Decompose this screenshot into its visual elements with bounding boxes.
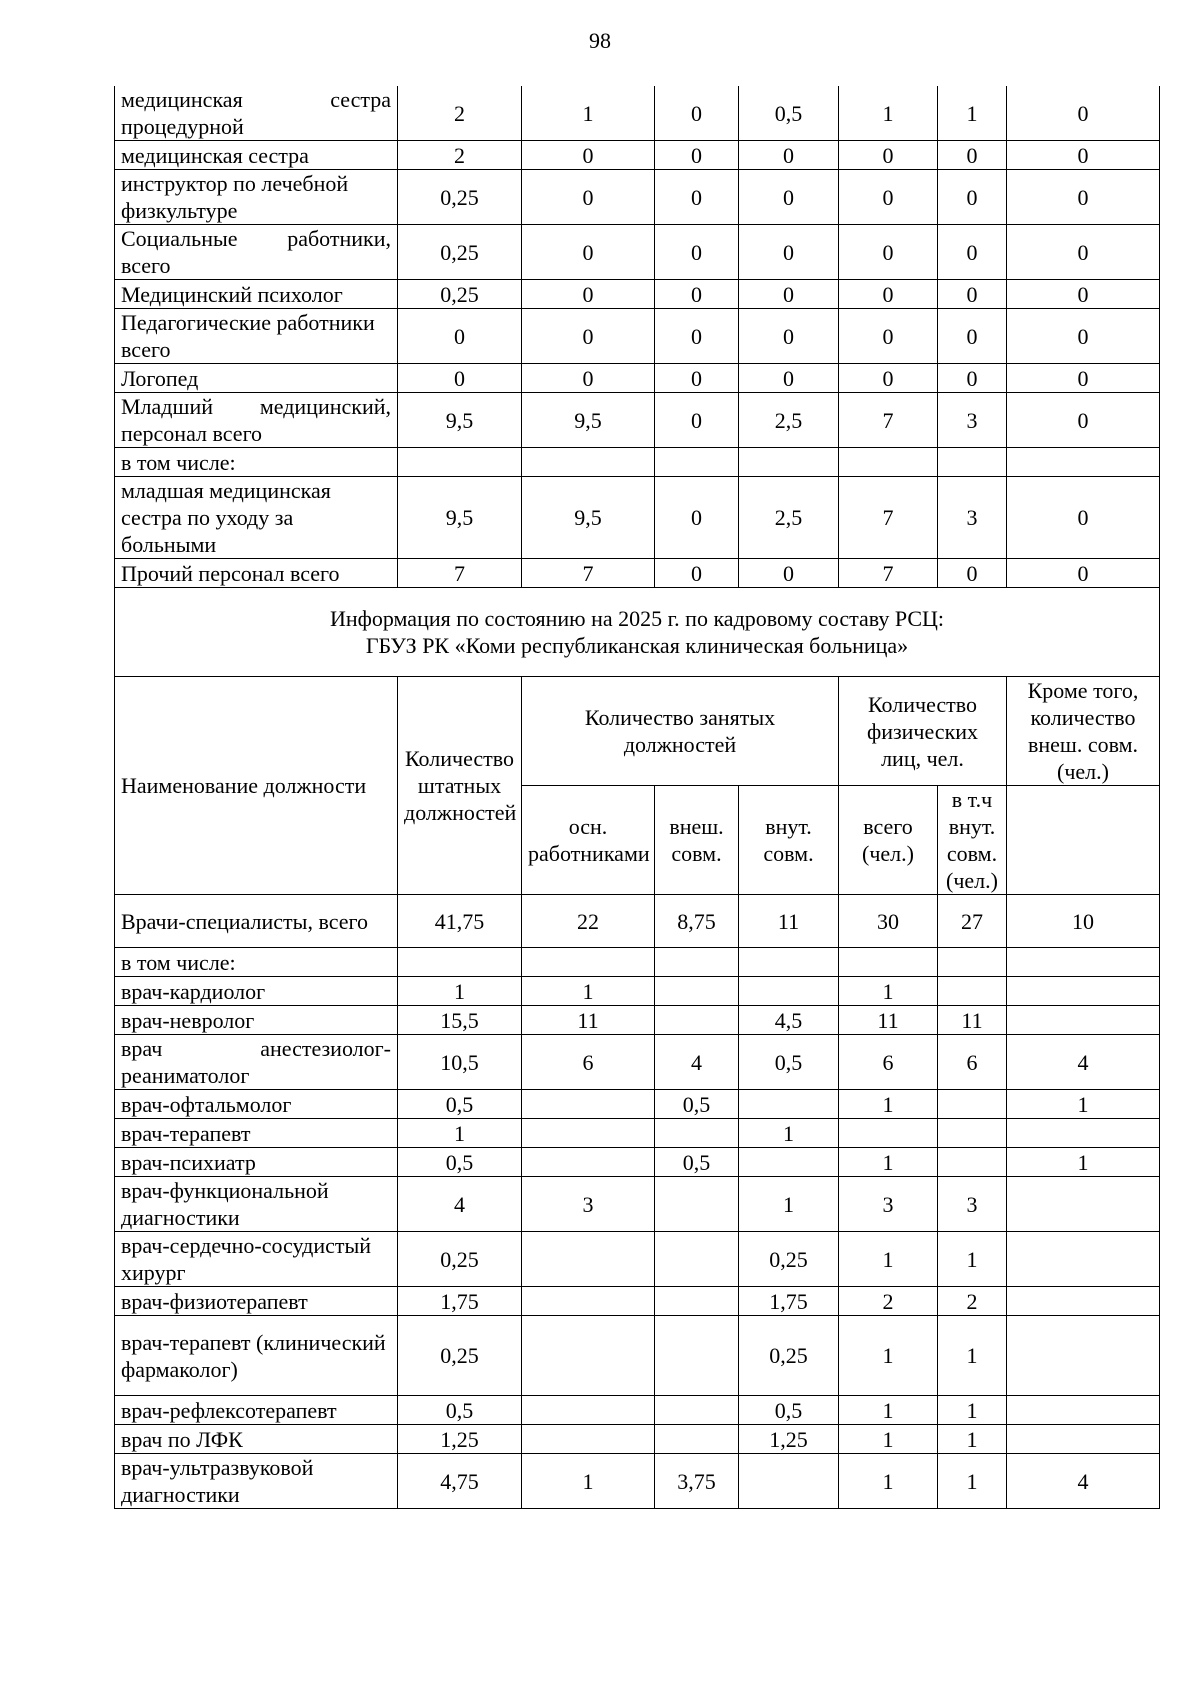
value-cell: 1 [938, 1425, 1007, 1454]
value-cell [522, 1316, 655, 1396]
value-cell: 0 [739, 225, 839, 280]
value-cell: 1 [938, 1396, 1007, 1425]
value-cell: 22 [522, 895, 655, 948]
value-cell: 1 [839, 977, 938, 1006]
value-cell [1007, 1396, 1160, 1425]
value-cell: 7 [839, 393, 938, 448]
value-cell: 0 [398, 309, 522, 364]
value-cell: 11 [522, 1006, 655, 1035]
value-cell: 0 [655, 170, 739, 225]
value-cell [938, 1119, 1007, 1148]
value-cell: 9,5 [522, 477, 655, 559]
value-cell [522, 1119, 655, 1148]
value-cell: 1 [839, 1316, 938, 1396]
value-cell: 0 [655, 477, 739, 559]
value-cell: 0 [522, 309, 655, 364]
value-cell: 4 [1007, 1035, 1160, 1090]
value-cell: 9,5 [522, 393, 655, 448]
position-name-cell: Педагогические работники всего [115, 309, 398, 364]
header-position-name: Наименование должности [115, 677, 398, 895]
value-cell [655, 448, 739, 477]
value-cell: 0 [938, 225, 1007, 280]
position-name-cell: врач анестезиолог-реаниматолог [115, 1035, 398, 1090]
value-cell [839, 948, 938, 977]
value-cell: 1 [739, 1177, 839, 1232]
value-cell [839, 1119, 938, 1148]
value-cell: 0 [839, 225, 938, 280]
value-cell: 8,75 [655, 895, 739, 948]
value-cell: 10,5 [398, 1035, 522, 1090]
table-row [115, 448, 1160, 477]
table-row [115, 1454, 1160, 1509]
table-row [115, 1035, 1160, 1090]
header-main-workers: осн. работниками [522, 786, 655, 895]
value-cell [938, 448, 1007, 477]
value-cell: 6 [938, 1035, 1007, 1090]
value-cell: 0 [938, 309, 1007, 364]
value-cell: 0 [655, 559, 739, 588]
position-name-cell: инструктор по лечебной физкультуре [115, 170, 398, 225]
value-cell: 0,5 [398, 1148, 522, 1177]
section-title-cell [115, 588, 1160, 677]
value-cell: 0 [739, 141, 839, 170]
position-name-cell: врач-кардиолог [115, 977, 398, 1006]
value-cell [655, 1232, 739, 1287]
table1-body [115, 86, 1160, 588]
position-name-cell: врач-терапевт (клинический фармаколог) [115, 1316, 398, 1396]
value-cell: 0 [739, 364, 839, 393]
value-cell: 0 [938, 280, 1007, 309]
value-cell: 1 [839, 1454, 938, 1509]
value-cell [655, 977, 739, 1006]
value-cell [1007, 1425, 1160, 1454]
value-cell: 0 [655, 393, 739, 448]
value-cell: 0 [522, 280, 655, 309]
value-cell [1007, 1006, 1160, 1035]
value-cell: 0,5 [739, 1035, 839, 1090]
position-name-cell: врач-психиатр [115, 1148, 398, 1177]
value-cell: 0 [938, 364, 1007, 393]
value-cell: 0,5 [398, 1090, 522, 1119]
value-cell: 0 [839, 280, 938, 309]
value-cell [1007, 1119, 1160, 1148]
table-row [115, 977, 1160, 1006]
value-cell [398, 448, 522, 477]
value-cell: 3 [522, 1177, 655, 1232]
table-row [115, 1148, 1160, 1177]
position-name-cell: врач-функциональной диагностики [115, 1177, 398, 1232]
value-cell [522, 448, 655, 477]
table-row [115, 1119, 1160, 1148]
value-cell: 0 [522, 141, 655, 170]
table-row [115, 364, 1160, 393]
value-cell [739, 948, 839, 977]
table-row [115, 86, 1160, 141]
position-name-cell: медицинская сестра процедурной [115, 86, 398, 141]
value-cell: 0 [739, 559, 839, 588]
header-incl-internal: в т.ч внут. совм. (чел.) [938, 786, 1007, 895]
value-cell [522, 1090, 655, 1119]
value-cell [522, 1396, 655, 1425]
value-cell: 0,25 [398, 225, 522, 280]
value-cell: 9,5 [398, 477, 522, 559]
value-cell [522, 1148, 655, 1177]
table-row [115, 1177, 1160, 1232]
value-cell: 6 [839, 1035, 938, 1090]
value-cell [1007, 448, 1160, 477]
value-cell: 0 [1007, 170, 1160, 225]
value-cell: 11 [938, 1006, 1007, 1035]
value-cell: 1 [739, 1119, 839, 1148]
position-name-cell: Логопед [115, 364, 398, 393]
position-name-cell: врач-офтальмолог [115, 1090, 398, 1119]
value-cell: 1 [839, 1090, 938, 1119]
table-row [115, 1090, 1160, 1119]
value-cell [655, 1006, 739, 1035]
header-occupied-positions: Количество занятых должностей [522, 677, 839, 786]
value-cell [839, 448, 938, 477]
value-cell: 0 [1007, 225, 1160, 280]
value-cell: 1 [839, 1232, 938, 1287]
table-row [115, 1396, 1160, 1425]
value-cell: 15,5 [398, 1006, 522, 1035]
value-cell: 0,5 [655, 1148, 739, 1177]
value-cell: 0 [522, 170, 655, 225]
value-cell: 9,5 [398, 393, 522, 448]
value-cell: 0 [1007, 280, 1160, 309]
position-name-cell: в том числе: [115, 948, 398, 977]
value-cell: 0,25 [739, 1232, 839, 1287]
value-cell: 1,25 [398, 1425, 522, 1454]
table-row [115, 141, 1160, 170]
value-cell [739, 977, 839, 1006]
value-cell: 0 [655, 86, 739, 141]
value-cell: 0 [739, 309, 839, 364]
table-row [115, 948, 1160, 977]
table-row [115, 1425, 1160, 1454]
value-cell: 0 [1007, 393, 1160, 448]
value-cell: 0 [655, 309, 739, 364]
position-name-cell: Младший медицинский, персонал всего [115, 393, 398, 448]
value-cell: 1 [522, 1454, 655, 1509]
value-cell: 10 [1007, 895, 1160, 948]
value-cell: 3 [839, 1177, 938, 1232]
value-cell: 2 [398, 86, 522, 141]
staffing-table [114, 86, 1160, 1509]
value-cell: 0 [1007, 477, 1160, 559]
value-cell: 2,5 [739, 393, 839, 448]
value-cell: 1 [1007, 1090, 1160, 1119]
value-cell [739, 1148, 839, 1177]
value-cell: 1 [839, 1396, 938, 1425]
value-cell: 0 [655, 225, 739, 280]
position-name-cell: Социальные работники, всего [115, 225, 398, 280]
value-cell: 0,25 [739, 1316, 839, 1396]
header-external: внеш. совм. [655, 786, 739, 895]
position-name-cell: врач-ультразвуковой диагностики [115, 1454, 398, 1509]
value-cell: 4 [398, 1177, 522, 1232]
value-cell: 1 [839, 1425, 938, 1454]
table-row [115, 559, 1160, 588]
position-name-cell: Прочий персонал всего [115, 559, 398, 588]
value-cell: 1 [1007, 1148, 1160, 1177]
page-number: 98 [589, 28, 611, 53]
value-cell: 1,25 [739, 1425, 839, 1454]
value-cell [1007, 1177, 1160, 1232]
value-cell: 0 [839, 170, 938, 225]
value-cell [739, 448, 839, 477]
value-cell [522, 1425, 655, 1454]
section-title [115, 588, 1160, 677]
value-cell: 4,5 [739, 1006, 839, 1035]
value-cell: 0 [938, 559, 1007, 588]
position-name-cell: врач-рефлексотерапевт [115, 1396, 398, 1425]
value-cell [1007, 1232, 1160, 1287]
value-cell: 0,25 [398, 1232, 522, 1287]
value-cell: 2 [938, 1287, 1007, 1316]
value-cell [655, 1396, 739, 1425]
table-row [115, 225, 1160, 280]
value-cell [1007, 1316, 1160, 1396]
value-cell: 0 [522, 225, 655, 280]
table-row [115, 1006, 1160, 1035]
value-cell: 1 [938, 1316, 1007, 1396]
value-cell: 41,75 [398, 895, 522, 948]
value-cell [522, 1287, 655, 1316]
value-cell [739, 1090, 839, 1119]
value-cell: 0 [938, 141, 1007, 170]
value-cell [655, 1177, 739, 1232]
value-cell: 0 [839, 309, 938, 364]
position-name-cell: врач-невролог [115, 1006, 398, 1035]
value-cell: 1 [522, 977, 655, 1006]
value-cell [655, 1119, 739, 1148]
value-cell: 0 [1007, 141, 1160, 170]
position-name-cell: Медицинский психолог [115, 280, 398, 309]
value-cell: 30 [839, 895, 938, 948]
value-cell [655, 1287, 739, 1316]
value-cell: 3 [938, 393, 1007, 448]
value-cell: 11 [739, 895, 839, 948]
table-row [115, 1287, 1160, 1316]
value-cell: 1 [398, 1119, 522, 1148]
table-row [115, 309, 1160, 364]
table-row [115, 477, 1160, 559]
value-cell: 0,5 [398, 1396, 522, 1425]
header-physical-persons: Количество физических лиц, чел. [839, 677, 1007, 786]
value-cell: 1 [839, 86, 938, 141]
value-cell: 7 [398, 559, 522, 588]
position-name-cell: врач по ЛФК [115, 1425, 398, 1454]
value-cell: 0 [1007, 364, 1160, 393]
value-cell: 0,5 [739, 1396, 839, 1425]
value-cell: 0 [398, 364, 522, 393]
value-cell: 4 [1007, 1454, 1160, 1509]
value-cell [655, 948, 739, 977]
header-besides-external: Кроме того, количество внеш. совм. (чел.) [1007, 677, 1160, 786]
header-total-persons: всего (чел.) [839, 786, 938, 895]
header-internal: внут. совм. [739, 786, 839, 895]
table-row [115, 280, 1160, 309]
value-cell: 0 [739, 280, 839, 309]
value-cell [938, 948, 1007, 977]
value-cell [655, 1425, 739, 1454]
value-cell: 2 [398, 141, 522, 170]
value-cell: 3 [938, 1177, 1007, 1232]
value-cell: 2,5 [739, 477, 839, 559]
value-cell: 11 [839, 1006, 938, 1035]
value-cell [1007, 1287, 1160, 1316]
table2-header [115, 677, 1160, 895]
value-cell [655, 1316, 739, 1396]
value-cell: 6 [522, 1035, 655, 1090]
table-row [115, 170, 1160, 225]
value-cell [522, 1232, 655, 1287]
value-cell: 0 [655, 364, 739, 393]
value-cell [938, 1090, 1007, 1119]
position-name-cell: медицинская сестра [115, 141, 398, 170]
value-cell: 0 [1007, 559, 1160, 588]
value-cell: 1,75 [398, 1287, 522, 1316]
value-cell: 0 [839, 141, 938, 170]
value-cell: 0 [1007, 86, 1160, 141]
value-cell: 1 [398, 977, 522, 1006]
position-name-cell: врач-физиотерапевт [115, 1287, 398, 1316]
value-cell [1007, 948, 1160, 977]
section-title-line1: Информация по состоянию на 2025 г. по кадровому составу РСЦ: [329, 606, 945, 631]
value-cell: 1,75 [739, 1287, 839, 1316]
value-cell [522, 948, 655, 977]
value-cell [398, 948, 522, 977]
header-empty [1007, 786, 1160, 895]
section-title-line2: ГБУЗ РК «Коми республиканская клиническая больница» [365, 633, 909, 658]
value-cell: 0 [839, 364, 938, 393]
value-cell: 1 [938, 1454, 1007, 1509]
value-cell: 7 [839, 559, 938, 588]
value-cell: 0,25 [398, 170, 522, 225]
table-row [115, 895, 1160, 948]
value-cell: 1 [938, 1232, 1007, 1287]
value-cell: 1 [839, 1148, 938, 1177]
value-cell: 7 [839, 477, 938, 559]
value-cell: 0,25 [398, 1316, 522, 1396]
value-cell: 4,75 [398, 1454, 522, 1509]
position-name-cell: младшая медицинская сестра по уходу за больными [115, 477, 398, 559]
value-cell: 7 [522, 559, 655, 588]
value-cell: 3 [938, 477, 1007, 559]
position-name-cell: в том числе: [115, 448, 398, 477]
value-cell: 1 [938, 86, 1007, 141]
position-name-cell: Врачи-специалисты, всего [115, 895, 398, 948]
value-cell: 3,75 [655, 1454, 739, 1509]
value-cell: 0 [655, 141, 739, 170]
value-cell [938, 1148, 1007, 1177]
position-name-cell: врач-терапевт [115, 1119, 398, 1148]
table-row [115, 393, 1160, 448]
header-staff-positions: Количество штатных должностей [398, 677, 522, 895]
value-cell: 4 [655, 1035, 739, 1090]
table-row [115, 1316, 1160, 1396]
value-cell: 0 [655, 280, 739, 309]
value-cell: 0,5 [655, 1090, 739, 1119]
value-cell: 0 [1007, 309, 1160, 364]
value-cell [739, 1454, 839, 1509]
value-cell [1007, 977, 1160, 1006]
position-name-cell: врач-сердечно-сосудистый хирург [115, 1232, 398, 1287]
value-cell: 27 [938, 895, 1007, 948]
value-cell: 0 [739, 170, 839, 225]
table2-body [115, 895, 1160, 1509]
table-row [115, 1232, 1160, 1287]
value-cell: 0 [522, 364, 655, 393]
value-cell: 0,25 [398, 280, 522, 309]
value-cell: 2 [839, 1287, 938, 1316]
value-cell [938, 977, 1007, 1006]
value-cell: 1 [522, 86, 655, 141]
value-cell: 0,5 [739, 86, 839, 141]
value-cell: 0 [938, 170, 1007, 225]
